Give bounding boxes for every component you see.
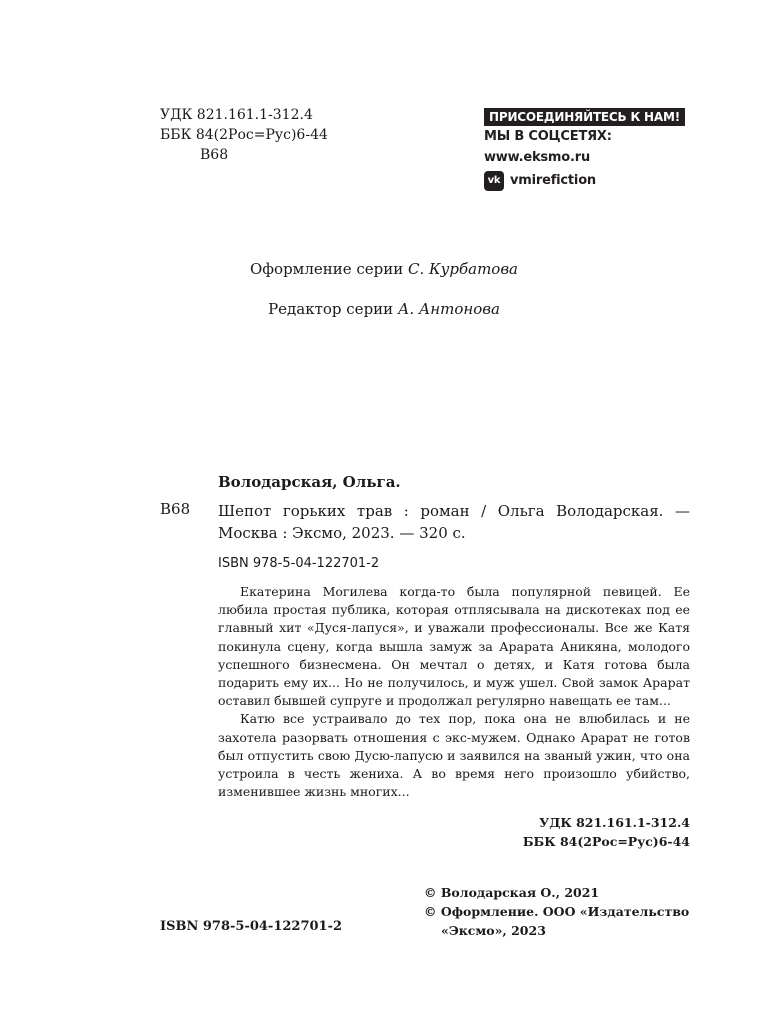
author-code-line: В68 xyxy=(200,147,229,163)
annotation-paragraph: Катю все устраивало до тех пор, пока она не влюбилась и не захотела разорвать отношения с экс-мужем. Однако Арарат не готов был отпустить свою Дусю-лапусю и заявился на званый ужин, что она устроила в честь жениха. А во время него произошло убийство, изменившее жизнь многих... xyxy=(218,711,690,800)
annotation-udk: УДК 821.161.1-312.4 xyxy=(539,815,690,830)
annotation xyxy=(218,583,690,801)
vk-link[interactable] xyxy=(484,170,694,191)
udk-block xyxy=(160,105,328,165)
book-isbn: ISBN 978-5-04-122701-2 xyxy=(218,556,380,571)
vk-icon: vk xyxy=(484,171,504,191)
social-subtitle: МЫ В СОЦСЕТЯХ: xyxy=(484,129,612,144)
join-banner: ПРИСОЕДИНЯЙТЕСЬ К НАМ! xyxy=(484,108,685,126)
copyright-author: © Володарская О., 2021 xyxy=(424,885,600,900)
social-block xyxy=(484,106,694,191)
book-author: Володарская, Ольга. xyxy=(218,473,401,491)
editor-name: А. Антонова xyxy=(397,300,500,318)
vk-name: vmirefiction xyxy=(510,173,596,188)
series-editor-credit xyxy=(0,300,768,318)
annotation-codes xyxy=(218,813,690,851)
design-label: Оформление серии xyxy=(250,260,404,278)
copyright-design: © Оформление. ООО «Издательство xyxy=(424,904,690,919)
design-name: С. Курбатова xyxy=(408,260,518,278)
book-code: В68 xyxy=(160,500,191,518)
editor-label: Редактор серии xyxy=(268,300,394,318)
copyright-block xyxy=(424,883,689,940)
series-design-credit xyxy=(0,260,768,278)
footer-isbn: ISBN 978-5-04-122701-2 xyxy=(160,919,343,934)
udk-line: УДК 821.161.1-312.4 xyxy=(160,107,313,123)
bbk-line: ББК 84(2Рос=Рус)6-44 xyxy=(160,127,328,143)
site-link[interactable]: www.eksmo.ru xyxy=(484,150,591,165)
annotation-bbk: ББК 84(2Рос=Рус)6-44 xyxy=(522,834,690,849)
copyright-design-cont: «Эксмо», 2023 xyxy=(441,923,546,938)
annotation-paragraph: Екатерина Могилева когда-то была популярной певицей. Ее любила простая публика, которая отплясывала на дискотеках под ее главный хит «Дуся-лапуся», и уважали профессионалы. Все же Катя покинула сцену, когда вышла замуж за Арарата Аникяна, молодого успешного бизнесмена. Он мечтал о детях, и Катя готова была подарить ему их... Но не получилось, и муж ушел. Свой замок Арарат оставил бывшей супруге и продолжал регулярно навещать ее там... xyxy=(218,584,690,709)
book-title-description: Шепот горьких трав : роман / Ольга Володарская. — Москва : Эксмо, 2023. — 320 с. xyxy=(218,502,690,542)
